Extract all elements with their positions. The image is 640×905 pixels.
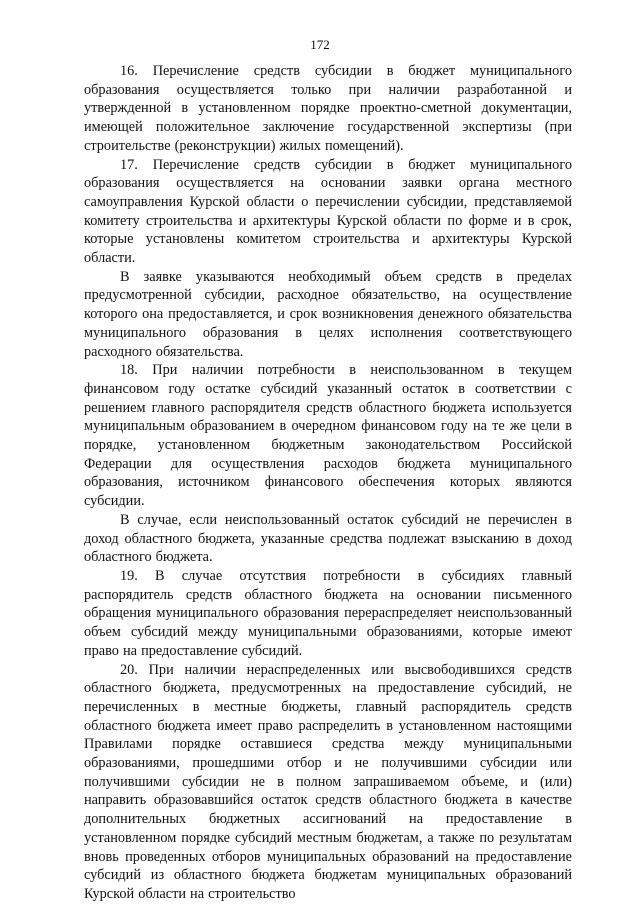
page-number: 172 — [310, 37, 330, 52]
paragraph-17-application: В заявке указываются необходимый объем средств в пределах предусмотренной субсидии, расходное обязательство, на осуществление которого она предоставляется, и срок возникновения денежного обязательства муниципального образования в целях исполнения соответствующего расходного обязательства. — [84, 268, 572, 360]
paragraph-19: 19. В случае отсутствия потребности в субсидиях главный распорядитель средств областного бюджета на основании письменного обращения муниципального образования перераспределяет неиспользованный объем субсидий между муниципальными образованиями, которые имеют право на предоставление субсидий. — [84, 567, 572, 659]
paragraph-16: 16. Перечисление средств субсидии в бюджет муниципального образования осуществляется только при наличии разработанной и утвержденной в установленном порядке проектно-сметной документации, имеющей положительное заключение государственной экспертизы (при строительстве (реконструкции) жилых помещений). — [84, 63, 572, 154]
paragraph-18: 18. При наличии потребности в неиспользованном в текущем финансовом году остатке субсидий указанный остаток в соответствии с решением главного распорядителя средств областного бюджета используется муниципальным образованием в очередном финансовом году на те же цели в порядке, установленном бюджетным законодательством Российской Федерации для осуществления расходов бюджета муниципального образования, источником финансового обеспечения которых являются субсидии. — [84, 362, 572, 510]
paragraph-18-return: В случае, если неиспользованный остаток субсидий не перечислен в доход областного бюджета, указанные средства подлежат взысканию в доход областного бюджета. — [84, 511, 572, 566]
document-body — [84, 62, 572, 904]
paragraph-17: 17. Перечисление средств субсидии в бюджет муниципального образования осуществляется на основании заявки органа местного самоуправления Курской области о перечислении субсидии, представляемой комитету строительства и архитектуры Курской области по форме и в срок, которые установлены комитетом строительства и архитектуры Курской области. — [84, 156, 572, 267]
paragraph-20: 20. При наличии нераспределенных или высвободившихся средств областного бюджета, предусмотренных на предоставление субсидий, не перечисленных в местные бюджеты, главный распорядитель средств областного бюджета имеет право распределить в установленном настоящими Правилами порядке оставшиеся средства между муниципальными образованиями, прошедшими отбор и не получившими субсидии или получившими субсидии не в полном запрашиваемом объеме, и (или) направить образовавшийся остаток средств областного бюджета в качестве дополнительных бюджетных ассигнований на предоставление в установленном порядке субсидий местным бюджетам, а также по результатам вновь проведенных отборов муниципальных образований на предоставление субсидий из областного бюджета бюджетам муниципальных образований Курской области на строительство — [84, 661, 572, 902]
